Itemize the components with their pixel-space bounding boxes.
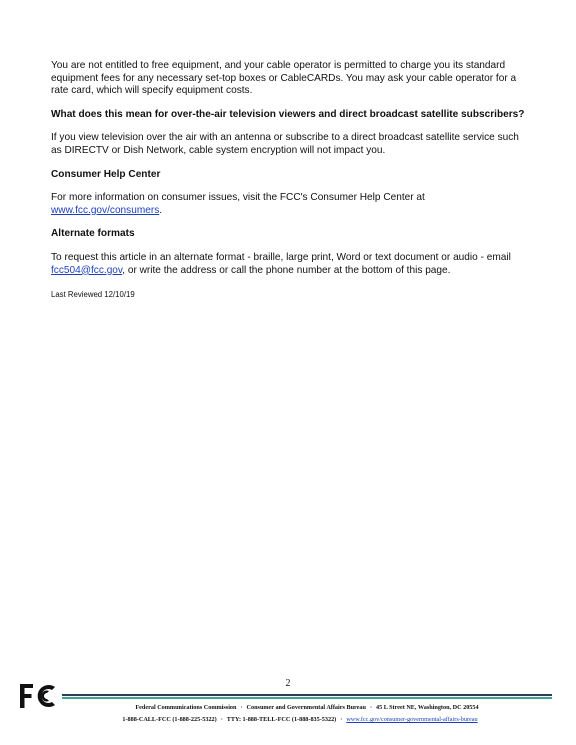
- help-prefix: For more information on consumer issues, visit the FCC's Consumer Help Center at: [51, 192, 425, 204]
- ota-paragraph: If you view television over the air with an antenna or subscribe to a direct broadcast satellite service such as DIRECTV or Dish Network, cable system encryption will not impact you.: [51, 132, 519, 156]
- email-link[interactable]: fcc504@fcc.gov: [51, 264, 123, 276]
- bureau-name: Consumer and Governmental Affairs Bureau: [246, 704, 366, 711]
- footer-address-line: [62, 704, 552, 711]
- consumers-link[interactable]: www.fcc.gov/consumers: [51, 204, 160, 216]
- alternate-formats-paragraph: [51, 252, 527, 277]
- equipment-paragraph: You are not entitled to free equipment, and your cable operator is permitted to charge you its standard equipment fees for any necessary set-top boxes or CableCARDs. You may ask your cable operator for a rate card, which will specify equipment costs.: [51, 60, 517, 97]
- separator: ·: [369, 704, 373, 711]
- tty-number: TTY: 1-888-TELL-FCC (1-888-835-5322): [226, 716, 337, 723]
- footer-rule-teal: [62, 697, 552, 699]
- agency-name: Federal Communications Commission: [135, 704, 237, 711]
- separator: ·: [220, 716, 223, 723]
- separator: ·: [240, 704, 243, 711]
- fcc-logo-icon: [19, 682, 61, 710]
- phone-number: 1-888-CALL-FCC (1-888-225-5322): [122, 716, 217, 723]
- address: 45 L Street NE, Washington, DC 20554: [376, 704, 479, 711]
- ota-heading: What does this mean for over-the-air television viewers and direct broadcast satellite subscribers?: [51, 108, 525, 120]
- help-center-paragraph: [51, 192, 527, 217]
- separator: ·: [340, 716, 343, 723]
- help-suffix: .: [159, 204, 163, 216]
- help-center-heading: Consumer Help Center: [51, 168, 161, 180]
- last-reviewed: Last Reviewed 12/10/19: [51, 290, 135, 300]
- document-body: [51, 60, 527, 300]
- footer-contact-line: [40, 716, 560, 723]
- alternate-formats-heading: Alternate formats: [51, 228, 135, 240]
- footer-rule-dark: [62, 694, 552, 696]
- page-number: 2: [285, 678, 291, 689]
- alt-suffix: , or write the address or call the phone number at the bottom of this page.: [122, 264, 451, 276]
- bureau-url-link[interactable]: www.fcc.gov/consumer-governmental-affairs-bureau: [346, 716, 478, 723]
- alt-prefix: To request this article in an alternate format - braille, large print, Word or text document or audio - email: [51, 251, 511, 263]
